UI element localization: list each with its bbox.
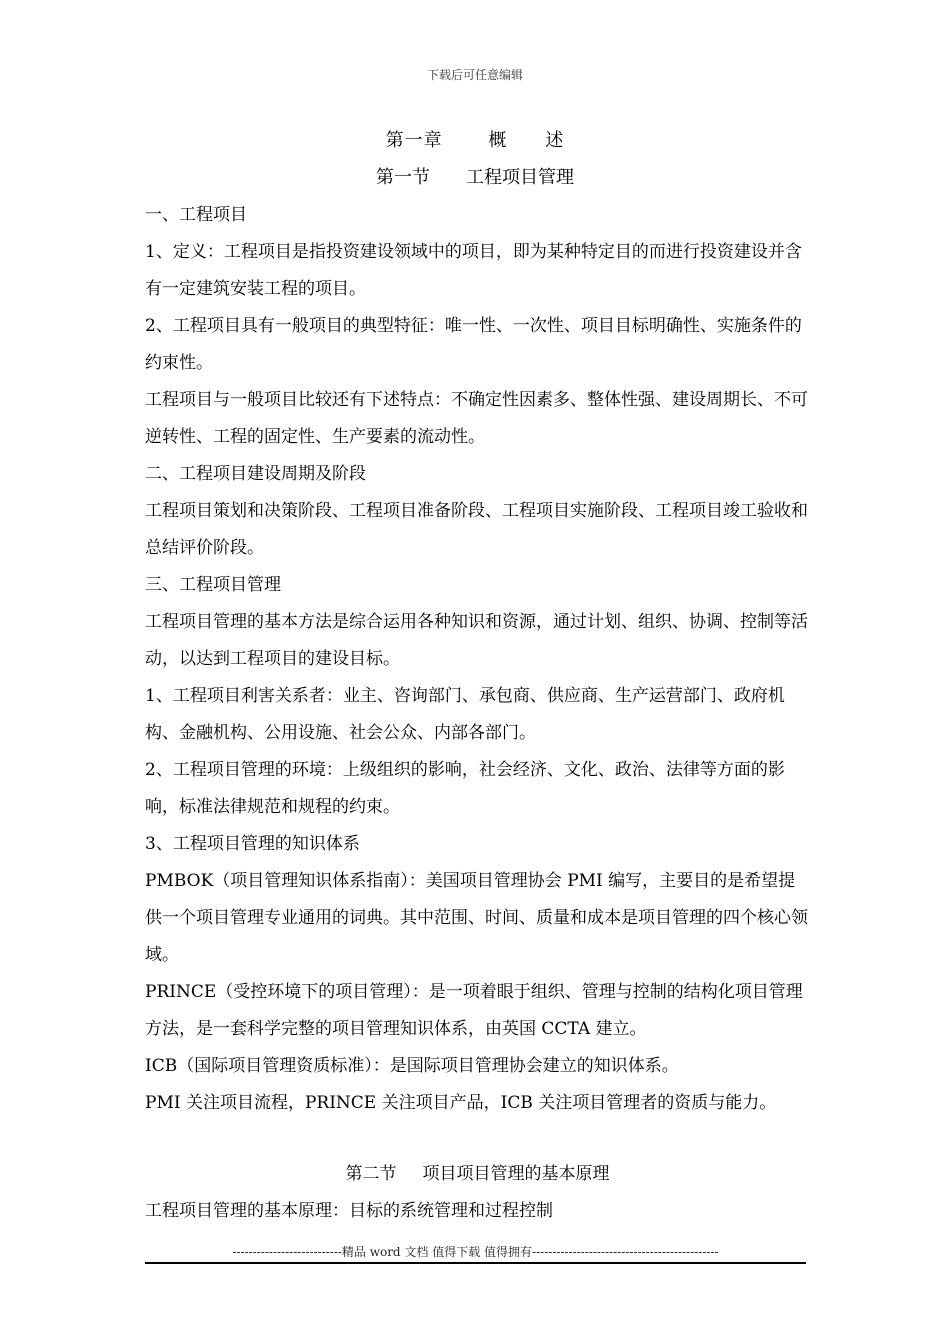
page-header: 下载后可任意编辑	[426, 68, 523, 82]
section2-label: 第二节	[345, 1164, 397, 1184]
paragraph-characteristics: 工程项目与一般项目比较还有下述特点：不确定性因素多、整体性强、建设周期长、不可逆转性、工程的固定性、生产要素的流动性。	[145, 390, 808, 447]
heading-engineering-project: 一、工程项目	[145, 205, 247, 225]
paragraph-stakeholders: 1、工程项目利害关系者：业主、咨询部门、承包商、供应商、生产运营部门、政府机构、金融机构、公用设施、社会公众、内部各部门。	[145, 686, 785, 743]
paragraph-environment: 2、工程项目管理的环境：上级组织的影响，社会经济、文化、政治、法律等方面的影响，标准法律规范和规程的约束。	[145, 760, 785, 817]
paragraph-icb: ICB（国际项目管理资质标准）：是国际项目管理协会建立的知识体系。	[145, 1056, 679, 1076]
paragraph-prince: PRINCE（受控环境下的项目管理）：是一项着眼于组织、管理与控制的结构化项目管理方法，是一套科学完整的项目管理知识体系，由英国 CCTA 建立。	[145, 982, 803, 1039]
document-body	[145, 197, 810, 1230]
heading-project-management: 三、工程项目管理	[145, 575, 281, 595]
paragraph-definition: 1、定义：工程项目是指投资建设领域中的项目，即为某种特定目的而进行投资建设并含有一定建筑安装工程的项目。	[145, 242, 802, 299]
paragraph-phases: 工程项目策划和决策阶段、工程项目准备阶段、工程项目实施阶段、工程项目竣工验收和总结评价阶段。	[145, 501, 808, 558]
section2-title	[145, 1156, 810, 1193]
paragraph-pmbok: PMBOK（项目管理知识体系指南）：美国项目管理协会 PMI 编写，主要目的是希望提供一个项目管理专业通用的词典。其中范围、时间、质量和成本是项目管理的四个核心领域。	[145, 871, 808, 965]
footer-divider	[145, 1262, 806, 1264]
heading-lifecycle: 二、工程项目建设周期及阶段	[145, 464, 366, 484]
paragraph-comparison: PMI 关注项目流程，PRINCE 关注项目产品，ICB 关注项目管理者的资质与能力。	[145, 1093, 777, 1113]
section-title: 第一节 工程项目管理	[376, 167, 574, 188]
heading-knowledge-system: 3、工程项目管理的知识体系	[145, 834, 360, 854]
paragraph-features: 2、工程项目具有一般项目的典型特征：唯一性、一次性、项目目标明确性、实施条件的约束性。	[145, 316, 802, 373]
section2-name: 项目项目管理的基本原理	[422, 1164, 610, 1184]
paragraph-basic-principle: 工程项目管理的基本原理：目标的系统管理和过程控制	[145, 1201, 553, 1221]
chapter-title: 第一章 概 述	[385, 130, 565, 151]
paragraph-basic-method: 工程项目管理的基本方法是综合运用各种知识和资源，通过计划、组织、协调、控制等活动，以达到工程项目的建设目标。	[145, 612, 808, 669]
page-footer: ---------------------------精品 word 文档 值得下载 值得拥有----------------------------------------------	[232, 1245, 719, 1259]
